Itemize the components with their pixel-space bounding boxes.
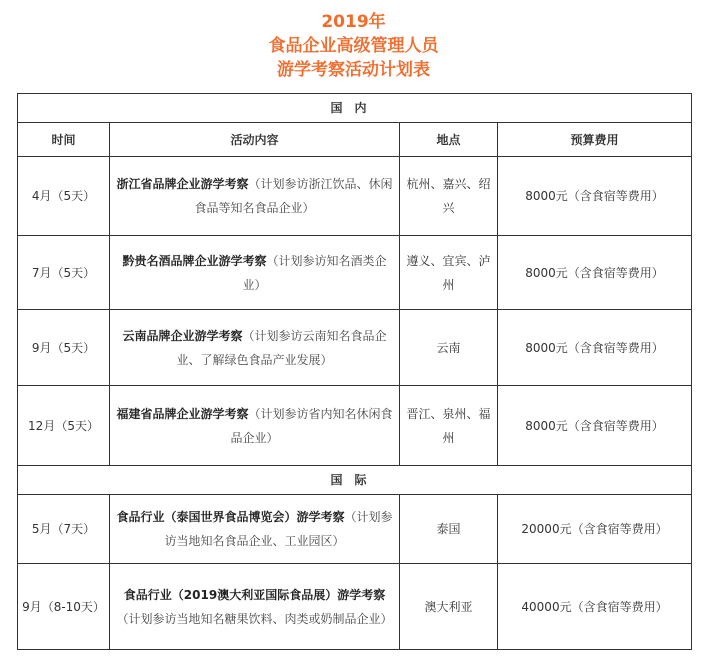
header-row xyxy=(18,123,692,157)
activity-desc: （计划参访当地知名食品企业、工业园区） xyxy=(164,510,393,548)
table-row xyxy=(18,310,692,386)
location-cell: 云南 xyxy=(400,310,498,386)
table-row xyxy=(18,157,692,236)
activity-desc: （计划参访知名酒类企业） xyxy=(242,253,387,292)
activity-desc: （计划参访浙江饮品、休闲食品等知名食品企业） xyxy=(194,177,393,215)
time-cell: 12月（5天） xyxy=(18,386,110,466)
budget-cell: 40000元（含食宿等费用） xyxy=(498,564,692,650)
table-row xyxy=(18,236,692,310)
location-cell: 晋江、泉州、福州 xyxy=(400,386,498,466)
title-plan: 游学考察活动计划表 xyxy=(277,60,430,80)
budget-cell: 8000元（含食宿等费用） xyxy=(498,157,692,236)
activity-title: 食品行业（泰国世界食品博览会）游学考察 xyxy=(116,510,345,524)
time-cell: 9月（5天） xyxy=(18,310,110,386)
title-year: 2019年 xyxy=(321,12,386,32)
content-cell xyxy=(110,157,400,236)
content-cell xyxy=(110,495,400,564)
time-cell: 4月（5天） xyxy=(18,157,110,236)
activity-title: 食品行业（2019澳大利亚国际食品展）游学考察 xyxy=(123,587,386,602)
content-cell xyxy=(110,386,400,466)
activity-plan-table xyxy=(17,93,692,650)
location-cell: 杭州、嘉兴、绍兴 xyxy=(400,157,498,236)
header-budget: 预算费用 xyxy=(498,123,692,157)
activity-desc: （计划参访当地知名糖果饮料、肉类或奶制品企业） xyxy=(116,611,393,626)
location-cell: 澳大利亚 xyxy=(400,564,498,650)
section-domestic-row xyxy=(18,94,692,123)
section-international-row xyxy=(18,466,692,495)
budget-cell: 8000元（含食宿等费用） xyxy=(498,236,692,310)
content-cell xyxy=(110,310,400,386)
table-row xyxy=(18,564,692,650)
activity-title: 福建省品牌企业游学考察 xyxy=(116,406,249,421)
location-cell: 遵义、宜宾、泸州 xyxy=(400,236,498,310)
table-row xyxy=(18,495,692,564)
title-block xyxy=(0,0,707,82)
budget-cell: 20000元（含食宿等费用） xyxy=(498,495,692,564)
time-cell: 5月（7天） xyxy=(18,495,110,564)
activity-desc: （计划参访云南知名食品企业、了解绿色食品产业发展） xyxy=(176,328,387,367)
location-cell: 泰国 xyxy=(400,495,498,564)
section-international-label: 国际 xyxy=(18,466,692,495)
content-cell xyxy=(110,236,400,310)
section-domestic-label: 国内 xyxy=(18,94,692,123)
time-cell: 9月（8-10天） xyxy=(18,564,110,650)
content-cell xyxy=(110,564,400,650)
activity-title: 黔贵名酒品牌企业游学考察 xyxy=(122,253,267,268)
time-cell: 7月（5天） xyxy=(18,236,110,310)
table-row xyxy=(18,386,692,466)
budget-cell: 8000元（含食宿等费用） xyxy=(498,310,692,386)
activity-title: 云南品牌企业游学考察 xyxy=(122,328,243,343)
budget-cell: 8000元（含食宿等费用） xyxy=(498,386,692,466)
title-audience: 食品企业高级管理人员 xyxy=(268,36,439,56)
header-content: 活动内容 xyxy=(110,123,400,157)
header-location: 地点 xyxy=(400,123,498,157)
activity-title: 浙江省品牌企业游学考察 xyxy=(116,177,249,191)
activity-desc: （计划参访省内知名休闲食品企业） xyxy=(230,406,393,445)
header-time: 时间 xyxy=(18,123,110,157)
